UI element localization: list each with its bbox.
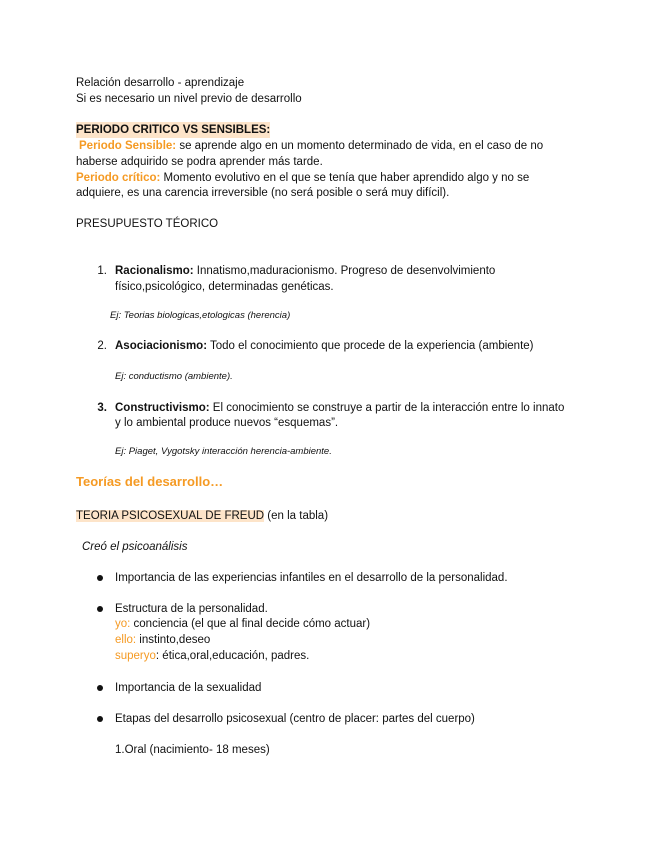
periodo-critico-text: Momento evolutivo en el que se tenía que haber aprendido algo y no se <box>160 172 530 184</box>
list-item-example: Ej: Teorias biologicas,etologicas (herencia) <box>110 310 291 321</box>
creo-line: Creó el psicoanálisis <box>82 541 188 553</box>
list-item-racionalismo <box>115 263 495 279</box>
bullet-item: Importancia de la sexualidad <box>115 682 262 694</box>
list-item-example: Ej: Piaget, Vygotsky interacción herencia-ambiente. <box>115 446 332 457</box>
list-item-term: Asociacionismo: <box>115 340 208 352</box>
teorias-heading: Teorías del desarrollo… <box>76 474 224 489</box>
list-item-term: Constructivismo: <box>115 402 210 414</box>
list-number: 1. <box>97 265 107 277</box>
list-item-example: Ej: conductismo (ambiente). <box>115 371 233 382</box>
bullet-item: Estructura de la personalidad. <box>115 603 268 615</box>
intro-line-1: Relación desarrollo - aprendizaje <box>76 77 245 89</box>
superyo-text: : ética,oral,educación, padres. <box>155 650 310 662</box>
bullet-dot <box>97 716 103 722</box>
periodo-critico-line-2: adquiere, es una carencia irreversible (no será posible o será muy difícil). <box>76 187 450 199</box>
freud-title: TEORIA PSICOSEXUAL DE FREUD <box>76 510 265 522</box>
periodo-sensible-label: Periodo Sensible: <box>79 140 177 152</box>
intro-line-2: Si es necesario un nivel previo de desarrollo <box>76 93 302 105</box>
list-item-text: Todo el conocimiento que procede de la experiencia (ambiente) <box>207 340 534 352</box>
periodo-heading: PERIODO CRITICO VS SENSIBLES: <box>76 124 271 136</box>
bullet-dot <box>97 606 103 612</box>
superyo-label: superyo <box>115 650 156 662</box>
periodo-sensible-line-2: haberse adquirido se podra aprender más tarde. <box>76 156 323 168</box>
list-item-text-continued: físico,psicológico, determinadas genéticas. <box>115 281 334 293</box>
yo-line <box>115 616 370 632</box>
list-number: 3. <box>97 402 107 414</box>
bullet-dot <box>97 575 103 581</box>
ello-label: ello: <box>115 634 137 646</box>
ello-text: instinto,deseo <box>136 634 211 646</box>
yo-text: conciencia (el que al final decide cómo actuar) <box>130 618 371 630</box>
ello-line <box>115 632 210 648</box>
periodo-sensible-line-1 <box>76 138 543 154</box>
superyo-line <box>115 648 309 664</box>
bullet-item: Importancia de las experiencias infantiles en el desarrollo de la personalidad. <box>115 572 508 584</box>
list-item-asociacionismo <box>115 338 534 354</box>
list-item-text-continued: y lo ambiental produce nuevos “esquemas”. <box>115 417 339 429</box>
bullet-item: Etapas del desarrollo psicosexual (centro de placer: partes del cuerpo) <box>115 713 475 725</box>
periodo-critico-label: Periodo crítico: <box>76 172 161 184</box>
periodo-critico-line-1 <box>76 170 529 186</box>
list-item-text: Innatismo,maduracionismo. Progreso de desenvolvimiento <box>193 265 496 277</box>
yo-label: yo: <box>115 618 131 630</box>
freud-suffix: (en la tabla) <box>264 510 329 522</box>
bullet-dot <box>97 685 103 691</box>
list-number: 2. <box>97 340 107 352</box>
list-item-text: El conocimiento se construye a partir de la interacción entre lo innato <box>209 402 565 414</box>
presupuesto-heading: PRESUPUESTO TÉORICO <box>76 218 219 230</box>
list-item-term: Racionalismo: <box>115 265 194 277</box>
list-item-constructivismo <box>115 400 564 416</box>
freud-title-line <box>76 508 328 524</box>
etapa-line: 1.Oral (nacimiento- 18 meses) <box>115 744 270 756</box>
periodo-sensible-text: se aprende algo en un momento determinado de vida, en el caso de no <box>176 140 544 152</box>
